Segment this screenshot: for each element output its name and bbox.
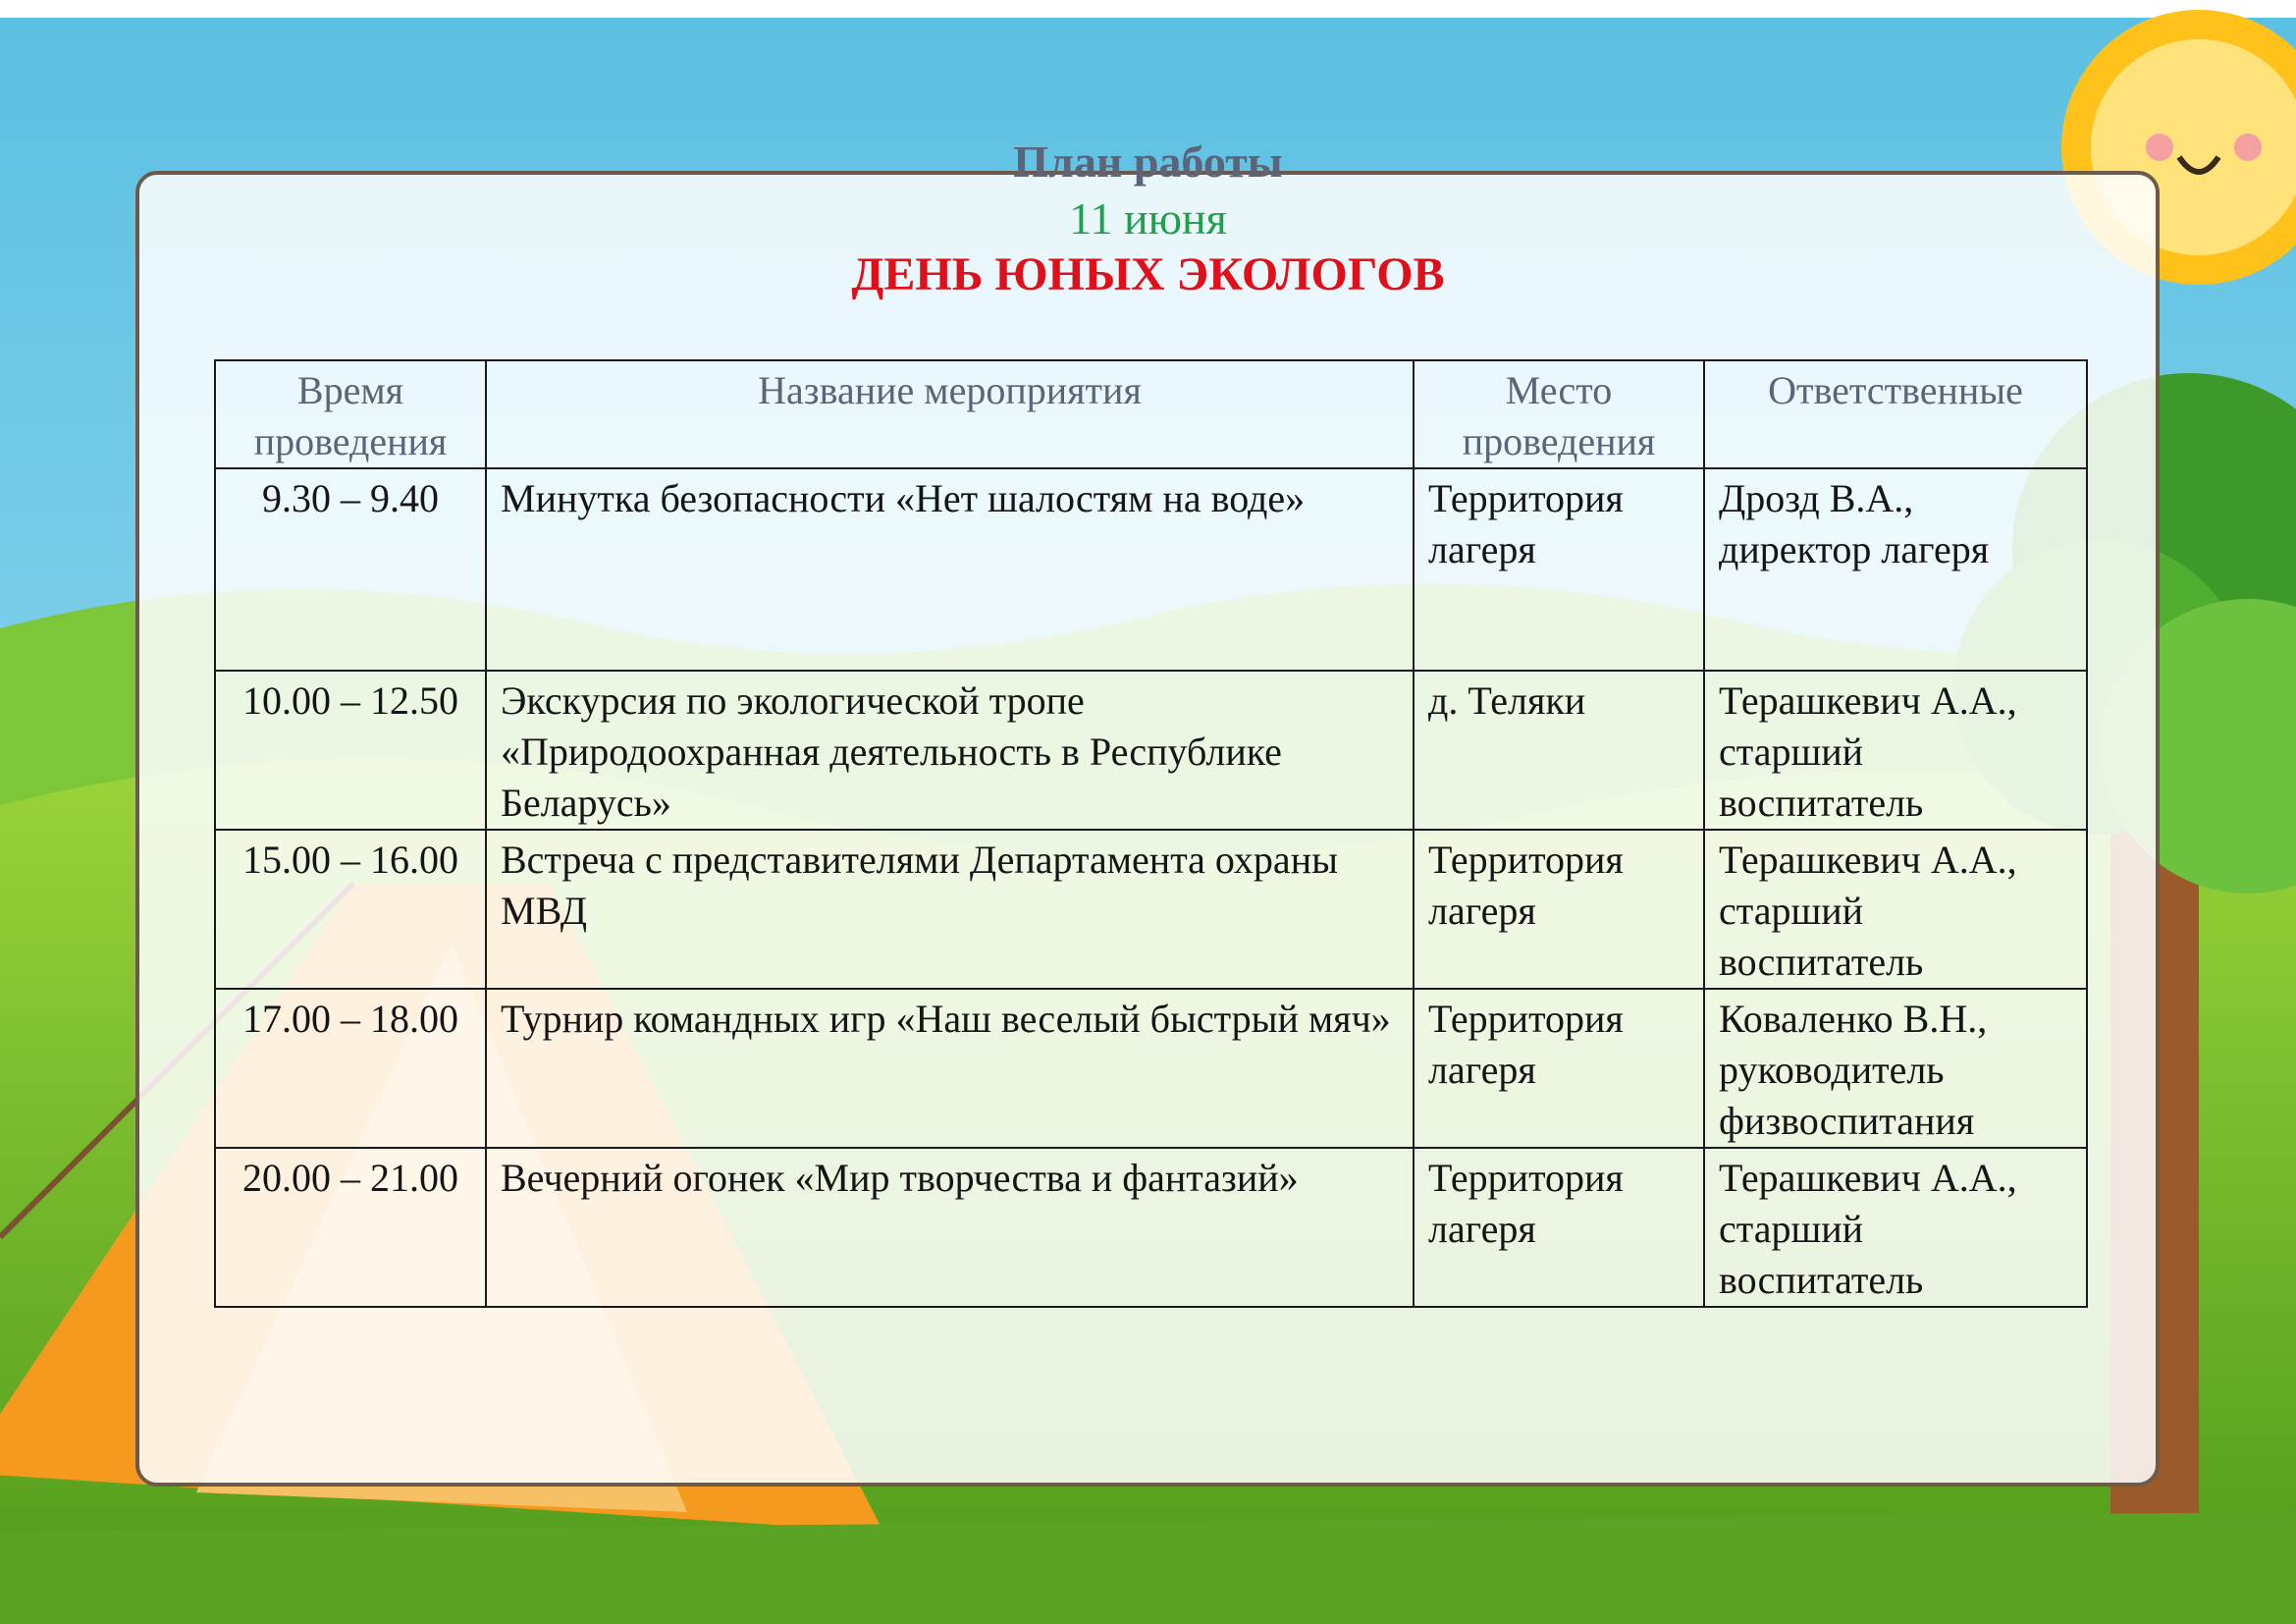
cell-responsible: Терашкевич А.А., старший воспитатель (1704, 671, 2087, 830)
column-header-responsible: Ответственные (1704, 360, 2087, 468)
cell-responsible: Дрозд В.А., директор лагеря (1704, 468, 2087, 671)
day-theme: ДЕНЬ ЮНЫХ ЭКОЛОГОВ (851, 248, 1445, 300)
cell-time: 10.00 – 12.50 (215, 671, 486, 830)
cell-event: Минутка безопасности «Нет шалостям на воде» (486, 468, 1414, 671)
cell-time: 9.30 – 9.40 (215, 468, 486, 671)
cell-place: д. Теляки (1414, 671, 1704, 830)
cell-event: Турнир командных игр «Наш веселый быстрый мяч» (486, 989, 1414, 1148)
cell-place: Территория лагеря (1414, 989, 1704, 1148)
cell-responsible: Терашкевич А.А., старший воспитатель (1704, 830, 2087, 989)
cell-event: Вечерний огонек «Мир творчества и фантазий» (486, 1148, 1414, 1307)
column-header-time: Время проведения (215, 360, 486, 468)
date-subtitle: 11 июня (1069, 193, 1227, 244)
table-row (215, 989, 2087, 1148)
table-row (215, 671, 2087, 830)
cell-place: Территория лагеря (1414, 830, 1704, 989)
cell-responsible: Терашкевич А.А., старший воспитатель (1704, 1148, 2087, 1307)
page-title: План работы (1013, 136, 1283, 187)
cell-time: 17.00 – 18.00 (215, 989, 486, 1148)
table-row (215, 830, 2087, 989)
cell-place: Территория лагеря (1414, 468, 1704, 671)
column-header-place: Место проведения (1414, 360, 1704, 468)
cell-time: 20.00 – 21.00 (215, 1148, 486, 1307)
cell-place: Территория лагеря (1414, 1148, 1704, 1307)
cell-responsible: Коваленко В.Н., руководитель физвоспитания (1704, 989, 2087, 1148)
column-header-event: Название мероприятия (486, 360, 1414, 468)
cell-time: 15.00 – 16.00 (215, 830, 486, 989)
cell-event: Экскурсия по экологической тропе «Природоохранная деятельность в Республике Беларусь» (486, 671, 1414, 830)
table-row (215, 468, 2087, 671)
cell-event: Встреча с представителями Департамента охраны МВД (486, 830, 1414, 989)
table-header-row (215, 360, 2087, 468)
table-row (215, 1148, 2087, 1307)
schedule-table (214, 359, 2088, 1308)
